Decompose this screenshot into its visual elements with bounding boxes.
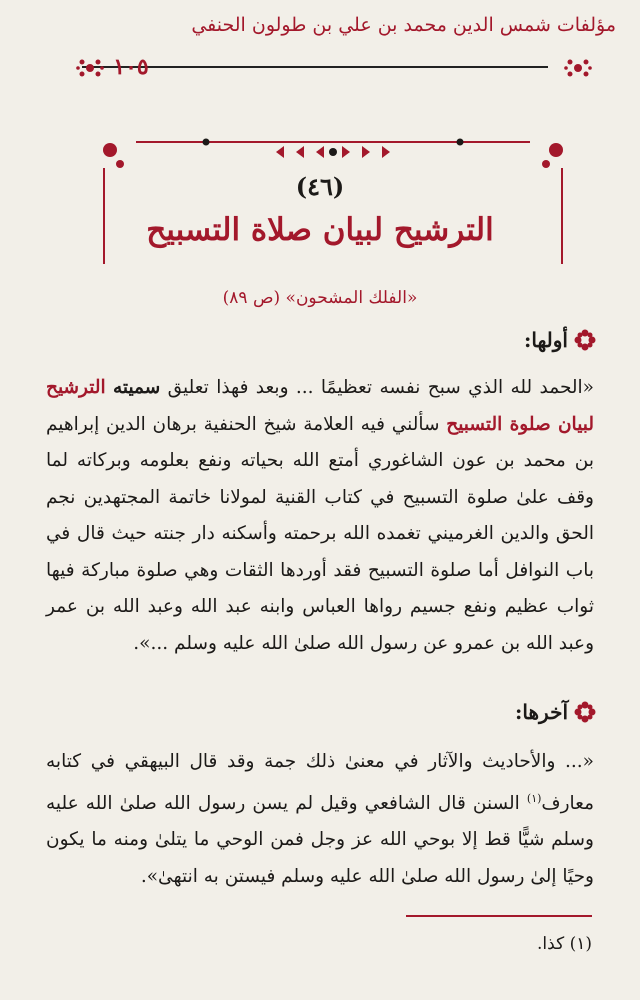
flourish-ornament-icon bbox=[564, 56, 592, 80]
flourish-ornament-icon bbox=[76, 56, 104, 80]
section-label: آخرها: bbox=[515, 700, 568, 724]
chapter-title: الترشيح لبيان صلاة التسبيح bbox=[146, 212, 494, 248]
opening-paragraph bbox=[46, 370, 594, 662]
closing-paragraph bbox=[46, 744, 594, 895]
footnote: (١) كذا. bbox=[537, 934, 592, 954]
work-title: الترشيح لبيان صلوة التسبيح bbox=[46, 377, 594, 435]
text-run: السنن قال الشافعي وقيل لم يسن رسول الله صلىٰ الله عليه وسلم شيًّا قط إلا بوحي الله عز وجل فمن الوحي ما يتلىٰ ومنه ما يكون وحيًا إلىٰ رسول الله صلىٰ الله عليه وسلم فيستن به انتهىٰ». bbox=[46, 792, 594, 887]
section-label: أولها: bbox=[523, 328, 568, 352]
text-run-bold: سميته bbox=[112, 377, 161, 398]
section-heading-first bbox=[524, 328, 596, 352]
flower-ornament-icon bbox=[574, 329, 596, 351]
running-head: مؤلفات شمس الدين محمد بن علي بن طولون الحنفي bbox=[191, 14, 616, 36]
footnote-marker[interactable]: (١) bbox=[526, 791, 542, 805]
text-run: «الحمد لله الذي سبح نفسه تعظيمًا ... وبعد فهذا تعليق bbox=[160, 377, 594, 398]
flower-ornament-icon bbox=[574, 701, 596, 723]
source-reference: «الفلك المشحون» (ص ٨٩) bbox=[222, 288, 418, 308]
page-number: ١٠٥ bbox=[113, 54, 149, 80]
text-run: سألني فيه العلامة شيخ الحنفية برهان الدين إبراهيم بن محمد بن عون الشاغوري أمتع الله بحياته ونفع بعلومه وبركاته لما وقف علىٰ صلوة التسبيح في كتاب القنية لمولانا خاتمة المجتهدين نجم الحق والدين الغرميني تغمده الله برحمته وأسكنه دار جنته حيث قال في باب النوافل أما صلوة التسبيح فقد أوردها الثقات وهي صلوة مباركة فيها ثواب عظيم ونفع جسيم رواها العباس وابنه عبد الله وعبد الله بن عمر وعبد الله بن عمرو عن رسول الله صلىٰ الله عليه وسلم ...». bbox=[46, 413, 594, 654]
footnote-rule bbox=[406, 915, 592, 917]
text-run: «... والأحاديث والآثار في معنىٰ ذلك جمة وقد قال البيهقي في كتابه معارف bbox=[46, 751, 594, 814]
section-heading-last bbox=[515, 700, 596, 724]
chapter-number: (٤٦) bbox=[295, 172, 345, 201]
